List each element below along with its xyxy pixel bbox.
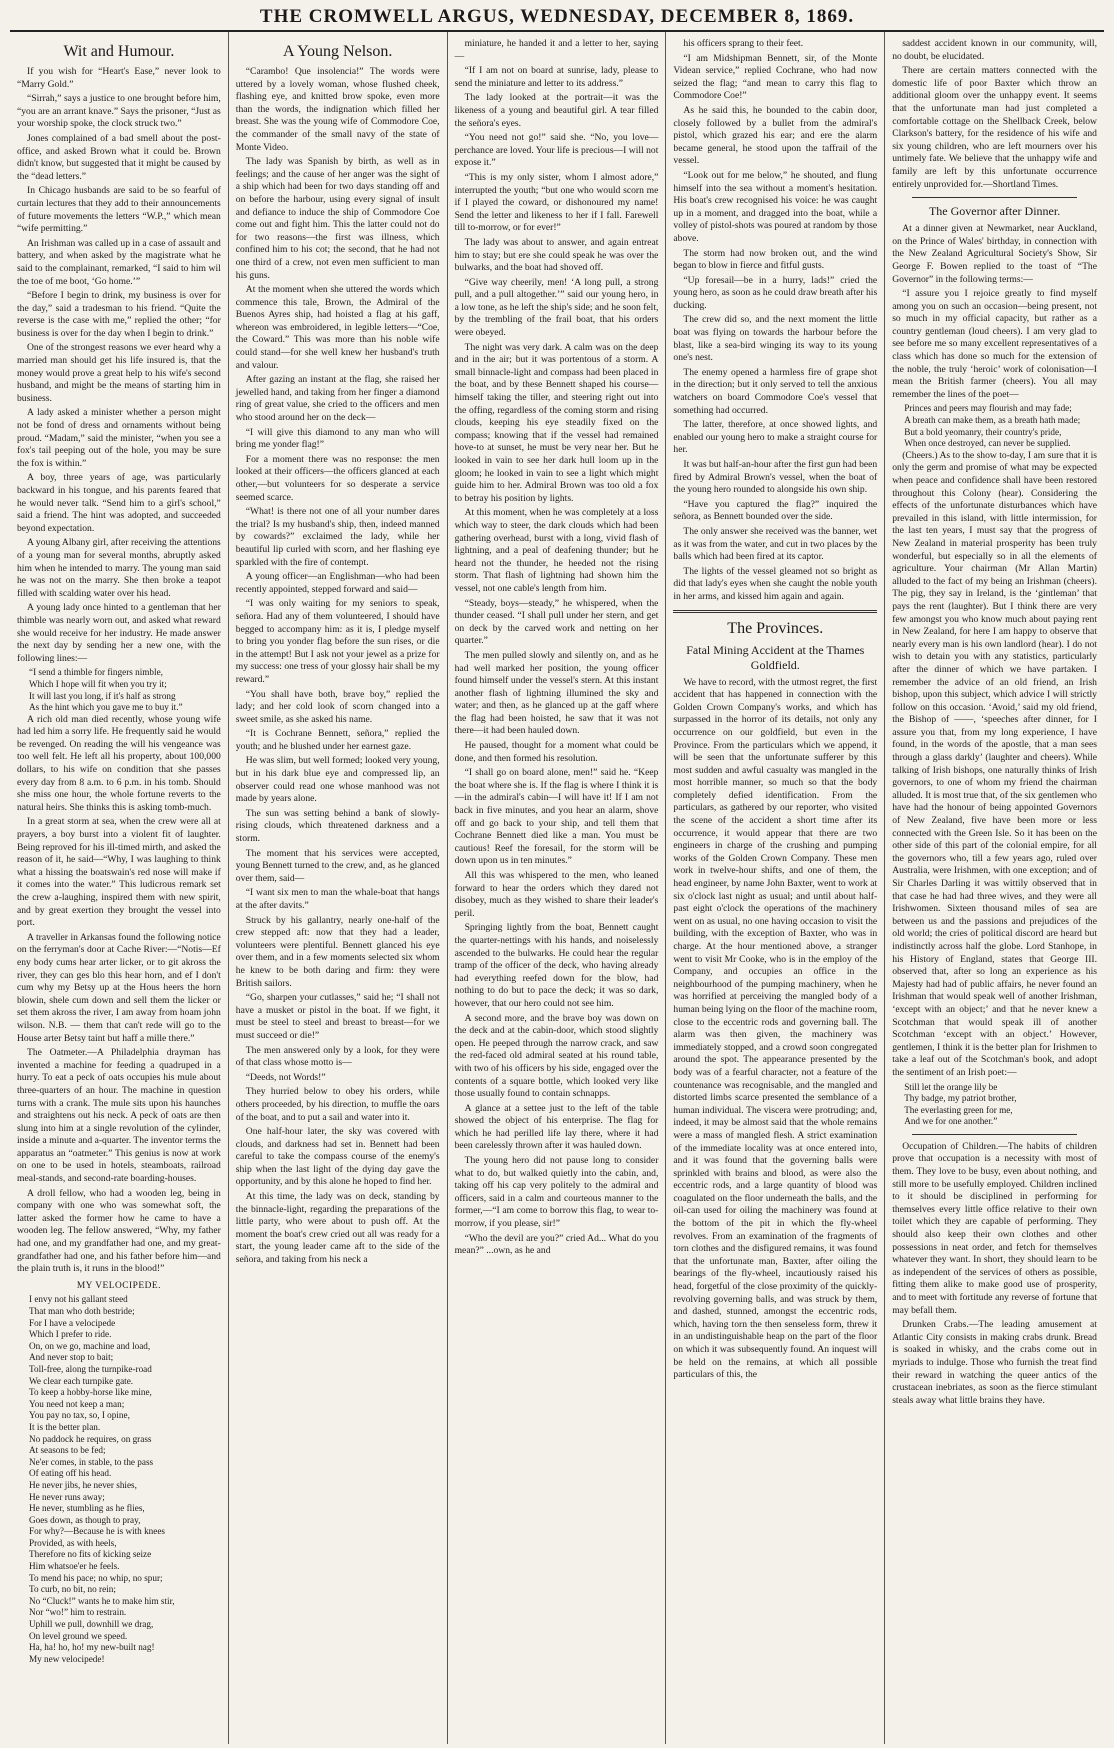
paragraph: “I shall go on board alone, men!” said he. “Keep the boat where she is. If the flag is where I think it is—in the admiral's cabin—I will have it! If I am not back in five minutes, and you hear an alarm, shove off and go back to your ship, and tell them that Cochrane Bennett died like a man. You must be cautious! Reef the foresail, for the storm will be down upon us in ten minutes.” xyxy=(454,767,659,867)
paragraph: A second more, and the brave boy was down on the deck and at the cabin-door, which stood slightly open. He peeped through the narrow crack, and saw the red-faced old admiral seated at his round table, with two of his officers by his side, engaged over the contents of a square bottle, which looked very like those usually found to contain schnapps. xyxy=(454,1012,659,1100)
paragraph: We have to record, with the utmost regret, the first accident that has happened in connection with the Golden Crown Company's works, and which has surpassed in the horror of its details, not only any occurrence on our goldfield, but even in the Province. From the particulars which we append, it will be seen that the unfortunate sufferer by this most sudden and awful casualty was mangled in the most horrible manner, so much so that the body completely defied identification. From the particulars, as gathered by our reporter, who visited the scene of the accident a short time after its occurrence, it would appear that there are two engineers in charge of the crushing and pumping works of the Golden Crown Company. These men work in twelve-hour shifts, and one of them, the head engineer, by name John Baxter, went to work at six o'clock last night as usual; and until about half-past eight o'clock the operations of the machinery went on as usual, no one having occasion to visit the building, with the exception of Baxter, who was in charge. At the hour mentioned above, a stranger went to visit Mr Cooke, who is in the employ of the Company, and occupies an office in the neighbourhood of the pumping machinery, when he was horrified at perceiving the mangled body of a human being lying on the floor of the machine room, close to the eccentric rods and governing ball. The alarm was then given, the machinery was immediately stopped, and a crowd soon congregated around the spot. The appearance presented by the body was of a fearful character, not a feature of the countenance was recognisable, and the mangled and distorted limbs scarce presented the semblance of a human individual. The viscera were protruding; and, indeed, it may be almost said that the whole remains were a mass of mangled flesh. A strict examination of the immediate locality was at once entered into, and it was found that the governing balls were sprinkled with brains and blood, as were also the eccentric rods, and a large quantity of blood was coagulated on the floor underneath the balls, and the oil-can used for oiling the machinery was found at the bottom of the pit in which the fly-wheel revolves. From an examination of the fragments of torn clothes and the disfigured remains, it was found that the unfortunate man, Baxter, after oiling the bearings of the fly-wheel, incautiously raised his head, forgetful of the close proximity of the quickly-revolving governing balls, and was struck by them, and dashed, stunned, amongst the eccentric rods, which, having torn the then senseless form, threw it in an undistinguishable heap on the part of the floor on which it was subsequently found. An inquest will be held on the remains, at which all possible particulars of this, the xyxy=(673,676,878,1381)
paragraph: Struck by his gallantry, nearly one-half of the crew stepped aft: now that they had a leader, volunteers were plentiful. Bennett glanced his eye over them, and in a few moments selected six whom he knew to be both daring and firm: they were British sailors. xyxy=(235,914,440,989)
paragraph: The lights of the vessel gleamed not so bright as did that lady's eyes when she caught the noble youth in her arms, and kissed him again and again. xyxy=(673,565,878,602)
poem-line: Still let the orange lily be xyxy=(904,1081,998,1092)
poem-line: I envy not his gallant steed xyxy=(29,1294,128,1305)
occupation-of-children: Occupation of Children.—The habits of children prove that occupation is a necessity with most of them. They love to be busy, even about nothing, and still more to be usefully employed. Children inclined to it should be disciplined in performing for themselves every little office relative to their own toilet which they are capable of performing. They should also keep their own clothes and other possessions in neat order, and fetch for themselves whatever they want. In short, they should learn to be as independent of the services of others as possible, fitting them alike to make good use of prosperity, and to meet with fortitude any reverse of fortune that may befall them. xyxy=(892,1140,1097,1316)
orange-lily-poem xyxy=(892,1082,1097,1128)
paragraph: “What! is there not one of all your number dares the trial? Is my husband's ship, then, indeed manned by cowards?” exclaimed the lady, while her beautiful lip curled with scorn, and her flashing eye sparkled with the fire of contempt. xyxy=(235,506,440,568)
paragraph: The storm had now broken out, and the wind began to blow in fierce and fitful gusts. xyxy=(673,247,878,272)
poem-line: No paddock he requires, on grass xyxy=(29,1433,152,1444)
paragraph: “Go, sharpen your cutlasses,” said he; “I shall not have a musket or pistol in the boat. If we fight, it must be steel to steel and breast to breast—for we must succeed or die!” xyxy=(235,992,440,1041)
poem-line: On level ground we speed. xyxy=(29,1630,128,1641)
paragraph: miniature, he handed it and a letter to her, saying— xyxy=(454,38,659,62)
paragraph: A lady asked a minister whether a person might not be fond of dress and ornaments without being proud. “Madam,” said the minister, “when you see a fox's tail peeping out of the hole, you may be sure the fox is within.” xyxy=(17,407,221,469)
paragraph: In a great storm at sea, when the crew were all at prayers, a boy burst into a violent fit of laughter. Being reproved for his ill-timed mirth, and asked the reason of it, he said—“Why, I was laughing to think what a hissing the boatswain's red nose will make if it comes into the water.” This ludicrous remark set the crew a-laughing, inspired them with new spirit, and by great exertion they brought the vessel into port. xyxy=(17,816,221,929)
provinces-title: The Provinces. xyxy=(727,619,824,637)
poem-line: He never jibs, he never shies, xyxy=(29,1479,137,1490)
paragraph: They hurried below to obey his orders, while others proceeded, by his direction, to muffle the oars of the boat, and to put a sail and water into it. xyxy=(235,1086,440,1123)
paragraph: The sun was setting behind a bank of slowly-rising clouds, which threatened darkness and a storm. xyxy=(235,807,440,845)
paragraph: “Steady, boys—steady,” he whispered, when the thunder ceased. “I shall pull under her stern, and get on deck by the carved work and netting on her quarter.” xyxy=(454,597,659,647)
paragraph: The latter, therefore, at once showed lights, and enabled our young hero to make a straight course for her. xyxy=(673,419,878,456)
poem-line: Princes and peers may flourish and may fade; xyxy=(904,403,1072,414)
poem-line: It will last you long, if it's half as strong xyxy=(29,690,176,701)
paragraph: “You shall have both, brave boy,” replied the lady; and her cold look of scorn changed into a sweet smile, as she asked his name. xyxy=(235,688,440,725)
nelson-title: A Young Nelson. xyxy=(283,43,393,60)
governor-article xyxy=(892,223,1097,401)
paragraph: As he said this, he bounded to the cabin door, closely followed by a bullet from the admiral's pistol, which grazed his ear; and ere the alarm became general, he stood upon the taffrail of the vessel. xyxy=(673,104,878,167)
paragraph: If you wish for “Heart's Ease,” never look to “Marry Gold.” xyxy=(17,66,221,90)
governor-poem xyxy=(892,403,1097,449)
poem-line: To mend his pace; no whip, no spur; xyxy=(29,1572,163,1583)
paragraph: A glance at a settee just to the left of the table showed the object of his enterprise. The flag for which he had perilled life lay there, where it had been carelessly thrown after it was hauled down. xyxy=(454,1102,659,1152)
paragraph: “Sirrah,” says a justice to one brought before him, “you are an arrant knave.” Says the prisoner, “Just as your worship spoke, the clock struck two.” xyxy=(17,93,221,130)
nelson-part-2 xyxy=(455,38,659,1258)
column-3 xyxy=(448,32,667,1744)
provinces-article xyxy=(673,677,877,1382)
paragraph: At this time, the lady was on deck, standing by the binnacle-light, regarding the preparations of the little party, who were about to push off. At the moment the boat's crew cried out all was ready for a start, the young leader came aft to the side of the señora, and taking from his neck a xyxy=(235,1191,440,1266)
paragraph: The crew did so, and the next moment the little boat was flying on towards the harbour before the blast, like a sea-bird winging its way to its young one's nest. xyxy=(673,314,878,364)
paragraph: The Oatmeter.—A Philadelphia drayman has invented a machine for feeding a quadruped in a hurry. To eat a peck of oats occupies his mule about three-quarters of an hour. The machine in question turns with a crank. The mule sits upon his haunches and straightens out his neck. A peck of oats are then slung into him at a single revolution of the cylinder, inside a minute and a-quarter. The inventor terms the apparatus an “oatmeter.” This genius is now at work on one to be used in hotels, steamboats, railroad meal-stands, and second-rate boarding-houses. xyxy=(17,1047,221,1185)
paragraph: “Who the devil are you?” cried Ad... What do you mean?” ...own, as he and xyxy=(454,1232,659,1257)
paragraph: It was but half-an-hour after the first gun had been fired by Admiral Brown's vessel, when the boat of the young hero rounded to alongside his own ship. xyxy=(673,459,878,496)
paragraph: At a dinner given at Newmarket, near Auckland, on the Prince of Wales' birthday, in connection with the New Zealand Agricultural Society's Show, Sir George F. Bowen replied to the toast of “The Governor” in the following terms:— xyxy=(892,223,1097,285)
poem-line: When once destroyed, can never be supplied. xyxy=(904,438,1071,449)
paragraph: For a moment there was no response: the men looked at their officers—the officers glanced at each other,—but volunteers for so desperate a service seemed scarce. xyxy=(235,453,440,503)
poem-line: Ne'er comes, in stable, to the pass xyxy=(29,1456,154,1467)
paragraph: The men answered only by a look, for they were of that class whose motto is— xyxy=(235,1044,440,1069)
paragraph: The men pulled slowly and silently on, and as he had well marked her position, the young officer found himself under the vessel's stern. At this instant another flash of lightning illumined the sky and water; and then, as he glanced up at the gaff where the flag had been hoisted, he saw that it was not there—it had been hauled down. xyxy=(454,649,659,737)
poem-line: Goes down, as though to pray, xyxy=(29,1514,141,1525)
paragraph: At the moment when she uttered the words which commence this tale, Brown, the Admiral of the Buenos Ayres ship, had hoisted a flag at his gaff, whereon was embroidered, in legible letters—“Coe, the Coward.” This was more than his noble wife could stand—for she well knew her husband's truth and valour. xyxy=(235,284,440,371)
paragraph: At this moment, when he was completely at a loss which way to steer, the dark clouds which had been gathering overhead, burst with a long, vivid flash of lightning, and a peal of deafening thunder; but he heard not the thunder, he heeded not the rising storm. That flash of lightning had shown him the vessel, not one cable's length from him. xyxy=(454,507,659,594)
poem-line: And never stop to bait; xyxy=(29,1352,114,1363)
masthead: THE CROMWELL ARGUS, WEDNESDAY, DECEMBER 8, 1869. xyxy=(10,4,1104,32)
paragraph: “Have you captured the flag?” inquired the señora, as Bennett bounded over the side. xyxy=(673,498,878,523)
poem-line: At seasons to be fed; xyxy=(29,1445,106,1456)
columns xyxy=(10,32,1104,1744)
paragraph: The only answer she received was the banner, wet as it was from the water, and cut in two places by the balls which had been fired at its captor. xyxy=(673,525,878,563)
poem-line: And we for one another.” xyxy=(904,1116,998,1127)
poem-line: But a bold yeomanry, their country's pride, xyxy=(904,426,1062,437)
paragraph: “You need not go!” said she. “No, you love—perchance are loved. Your life is precious—I will not expose it.” xyxy=(454,132,659,169)
paragraph: “I will give this diamond to any man who will bring me yonder flag!” xyxy=(235,426,440,451)
paragraph: The enemy opened a harmless fire of grape shot in the direction; but it only served to tell the anxious watchers on board Commodore Coe's vessel that something had occurred. xyxy=(673,366,878,416)
poem-line: He never, stumbling as he flies, xyxy=(29,1503,145,1514)
poem-line: To keep a hobby-horse like mine, xyxy=(29,1387,152,1398)
poem-line: We clear each turnpike gate. xyxy=(29,1375,134,1386)
divider-2 xyxy=(912,1134,1077,1135)
poem-line: A breath can make them, as a breath hath made; xyxy=(904,415,1081,426)
paragraph: A young officer—an Englishman—who had been recently appointed, stepped forward and said— xyxy=(235,571,440,595)
velocipede-title: MY VELOCIPEDE. xyxy=(76,1280,161,1291)
poem-line: On, on we go, machine and load, xyxy=(29,1340,151,1351)
paragraph: The lady was Spanish by birth, as well as in feelings; and the cause of her anger was the sight of a ship which had been for two days standing off and on before the harbour, using every signal of insult and defiance to induce the ship of Commodore Coe come out and fight him. This the latter could not do for two reasons—the first was illness, which confined him to his cot; the second, that he had not one third of a crew, not even men sufficient to man his guns. xyxy=(235,156,440,281)
poem-line: For I have a velocipede xyxy=(29,1317,116,1328)
wit-title: Wit and Humour. xyxy=(63,43,175,60)
paragraph: “I am Midshipman Bennett, sir, of the Monte Videan service,” replied Cochrane, who had now seized the flag; “and mean to carry this flag to Commodore Coe!” xyxy=(673,52,878,102)
paragraph: A traveller in Arkansas found the following notice on the ferryman's door at Cache River:—“Notis—Ef eny body cums hear arter licker, or to git akross the river, they can ges blo this hear horn, and ef I don't cum why my Betsy up at the Hous heers the horn blowin, shele cum down and sell them the licker or set them akross the river, I am away from hoam john wilson. N.B. — them that can't rede will go to the House arter Betsy taint but haff a mille there.” xyxy=(17,931,221,1044)
paragraph: The young hero did not pause long to consider what to do, but walked quietly into the cabin, and, taking off his cap very politely to the admiral and officers, said in a calm and courteous manner to the former,—“I am come to borrow this flag, to wear to-morrow, if you please, sir!” xyxy=(454,1155,659,1230)
poem-line: Therefore no fits of kicking seize xyxy=(29,1549,152,1560)
nelson-part-1 xyxy=(236,66,440,1267)
poem-line: The everlasting green for me, xyxy=(904,1104,1013,1115)
paragraph: “Carambo! Que insolencia!” The words were uttered by a lovely woman, whose flushed cheek, flashing eye, and knitted brow spoke, even more than the words, the indignation which filled her breast. She was the young wife of Commodore Coe, the commander of the small navy of the state of Monte Video. xyxy=(235,66,440,153)
poem-line: To curb, no bit, no rein; xyxy=(29,1584,116,1595)
column-4 xyxy=(666,32,885,1744)
wit-paragraphs-2 xyxy=(17,714,221,1276)
paragraph: The night was very dark. A calm was on the deep and in the air; but it was portentous of a storm. A small binnacle-light and compass had been placed in the boat, and by these Bennett shaped his course—himself taking the tiller, and steering right out into the offing, regardless of the coming storm and rising clouds, keeping his eye steadily fixed on the compass; knowing that if the vessel had remained hove-to at sunset, he must be very near her. But he looked in vain to see her dark hull loom up in the gloom; he looked in vain to see a light which might guide him to her. Admiral Brown was too old a fox to betray his position by lights. xyxy=(454,341,659,504)
paragraph: The lady looked at the portrait—it was the likeness of a young and beautiful girl. A tear filled the señora's eyes. xyxy=(454,92,659,129)
poem-line: Uphill we pull, downhill we drag, xyxy=(29,1619,154,1630)
paragraph: After gazing an instant at the flag, she raised her jewelled hand, and taking from her finger a diamond ring of great value, she cried to the officers and men who stood around her on the deck— xyxy=(235,374,440,424)
poem-line: Thy badge, my patriot brother, xyxy=(904,1093,1017,1104)
paragraph: One half-hour later, the sky was covered with clouds, and darkness had set in. Bennett had been careful to take the compass course of the enemy's ship when the last light of the dying day gave the opportunity, and by this alone he hoped to find her. xyxy=(235,1126,440,1188)
drunken-crabs: Drunken Crabs.—The leading amusement at Atlantic City consists in making crabs drunk. Bread is soaked in whisky, and the crabs come out in myriads to indulge. Those who furnish the treat find their reward in watching the queer antics of the crustacean inebriates, as soon as the fierce stimulant steals away what little brains they have. xyxy=(892,1319,1097,1406)
paragraph: “I was only waiting for my seniors to speak, señora. Had any of them volunteered, I should have begged to accompany him: as it is, I pledge myself to bring you yonder flag before the sun rises, or die in the attempt! But I ask not your jewel as a prize for my success: one tress of your glossy hair shall be my reward.” xyxy=(235,598,440,685)
divider xyxy=(912,197,1077,198)
paragraph: In Chicago husbands are said to be so fearful of curtain lectures that they add to their announcements of future movements the letters “W.P.,” which mean “wife permitting.” xyxy=(17,185,221,235)
poem-line: No “Cluck!” wants he to make him stir, xyxy=(29,1595,175,1606)
section-divider xyxy=(673,610,877,613)
column-1 xyxy=(10,32,229,1744)
poem-line: For why?—Because he is with knees xyxy=(29,1526,165,1537)
paragraph: “Give way cheerily, men! ‘A long pull, a strong pull, and a pull altogether.’” said our young hero, in a low tone, as he left the ship's side; and he soon felt, by the trembling of the frail boat, that his orders were obeyed. xyxy=(454,276,659,339)
poem-line: It is the better plan. xyxy=(29,1421,101,1432)
paragraph: his officers sprang to their feet. xyxy=(683,38,804,49)
paragraph: A rich old man died recently, whose young wife had led him a sorry life. He frequently said he would be revenged. On reading the will his vengeance was too well felt. He left all his property, about 100,000 dollars, to his wife on condition that she passes every day from 8 a.m. to 6 p.m. in his tomb. Should she miss one hour, the whole fortune reverts to the natural heirs. She thinks this is asking tomb-much. xyxy=(17,713,221,813)
paragraph: The lady was about to answer, and again entreat him to stay; but ere she could speak he was over the bulwarks, and the boat had shoved off. xyxy=(454,236,659,274)
paragraph: A boy, three years of age, was particularly backward in his tongue, and his parents feared that he would never talk. “Send him to a girl's school,” said a friend. The hint was adopted, and succeeded beyond expectation. xyxy=(17,472,221,534)
poem-line: That man who doth bestride; xyxy=(29,1306,135,1316)
paragraph: A young Albany girl, after receiving the attentions of a young man for several months, abruptly asked him when he intended to marry. The young man said he was not on the marry. She then broke a teapot filled with scalding water over his head. xyxy=(17,537,221,599)
paragraph: All this was whispered to the men, who leaned forward to hear the orders which they dared not disobey, much as they wished to share their leader's peril. xyxy=(454,870,659,919)
poem-line: He never runs away; xyxy=(29,1491,105,1502)
paragraph: The moment that his services were accepted, young Bennett turned to the crew, and, as he glanced over them, said— xyxy=(235,847,440,884)
poem-line: As the hint which you gave me to buy it.” xyxy=(29,702,183,713)
paragraph: Springing lightly from the boat, Bennett caught the quarter-nettings with his hands, and noiselessly ascended to the bulwarks. He could hear the regular tramp of the officer of the deck, who having already had everything reefed down for the blow, had nothing to do but to pace the deck; it was so dark, however, that our hero could not see him. xyxy=(454,922,659,1009)
poem-line: My new velocipede! xyxy=(29,1653,105,1664)
paragraph: A young lady once hinted to a gentleman that her thimble was nearly worn out, and asked what reward she would receive for her industry. He made answer the next day by sending her a new one, with the following lines:— xyxy=(17,602,221,664)
governor-article-2 xyxy=(892,450,1097,1080)
paragraph: There are certain matters connected with the domestic life of poor Baxter which throw an additional gloom over the unhappy event. It seems that the unfortunate man had just completed a comfortable cottage on the Shellback Creek, below Clarkson's battery, for the residence of his wife and six young children, who are left mourners over his untimely fate. We believe that the unhappy wife and family are left by this unfortunate occurrence entirely unprovided for.—Shortland Times. xyxy=(892,65,1097,190)
paragraph: “If I am not on board at sunrise, lady, please to send the miniature and letter to its address.” xyxy=(454,65,659,89)
poem-line: Provided, as with heels, xyxy=(29,1537,117,1548)
paragraph: “I assure you I rejoice greatly to find myself among you on such an occasion—being present, not so much in my official capacity, but rather as a country gentleman (loud cheers). I am very glad to see before me so many excellent representatives of a class which has done so much for the extension of the noble, the truly ‘heroic’ work of colonisation—I mean the British farmer (cheers). You all may remember the lines of the poet— xyxy=(892,288,1097,400)
paragraph: “This is my only sister, whom I almost adore,” interrupted the youth; “but one who would scorn me if I played the coward, or dishonoured my name! Send the letter and likeness to her if I fall. Farewell till to-morrow, or for ever!” xyxy=(454,171,659,234)
paragraph: “I want six men to man the whale-boat that hangs at the after davits.” xyxy=(235,887,440,911)
paragraph: He paused, thought for a moment what could be done, and then formed his resolution. xyxy=(454,740,659,764)
paragraph: One of the strongest reasons we ever heard why a married man should get his life insured is, that the money would prove a great help to his wife's second husband, and might be the means of starting him in business. xyxy=(17,342,221,404)
poem-line: Ha, ha! ho, ho! my new-built nag! xyxy=(29,1642,155,1653)
thimble-poem xyxy=(17,667,221,713)
paragraph: He was slim, but well formed; looked very young, but in his dark blue eye and compressed lip, an observer could read one whose manhood was not made by years alone. xyxy=(235,755,440,805)
paragraph: Jones complained of a bad smell about the post-office, and asked Brown what it could be. Brown didn't know, but suggested that it might be caused by the “dead letters.” xyxy=(17,132,221,182)
poem-line: Which I prefer to ride. xyxy=(29,1329,112,1340)
paragraph: “It is Cochrane Bennett, señora,” replied the youth; and he blushed under her earnest gaze. xyxy=(235,728,440,752)
poem-line: Which I hope will fit when you try it; xyxy=(29,678,167,689)
poem-line: Toll-free, along the turnpike-road xyxy=(29,1363,152,1374)
poem-line: You pay no tax, so, I opine, xyxy=(29,1410,130,1421)
poem-line: Of eating off his head. xyxy=(29,1468,112,1479)
nelson-part-3 xyxy=(673,38,877,604)
paragraph: (Cheers.) As to the show to-day, I am sure that it is only the germ and promise of what may be expected when peace and confidence shall have been restored throughout this Colony (hear). Considering the effects of the unfortunate disturbances which have prevailed in this island, with little intermission, for the last ten years, I must say that the progress of New Zealand in material prosperity has been truly wonderful, but especially so in all the elements of agriculture. Your chairman (Mr Allan Martin) alluded to the fact of my being an Irishman (cheers). The pig, they say in Ireland, is the ‘gintleman’ that pays the rent (laughter). But I think there are very few amongst you who know much about paying rent in New Zealand, for here I am happy to observe that nearly every man is his own landlord (hear). I do not wish to detain you with any statistics, particularly after the dinner of which we have partaken. I remember the advice of an old friend, an Irish bishop, upon this subject, which advice I will strictly follow on this occasion. ‘Avoid,’ said my old friend, the Bishop of ——, ‘speeches after dinner, for I assure you that, from my long experience, I have found, in the words of the apostle, that a man sees through a glass darkly’ (laughter and cheers). While talking of Irish bishops, one naturally thinks of Irish governors, to one of whom my friend the chairman alluded. It is most true that, of the six gentlemen who have had the honour of being appointed Governors of New Zealand, five have been more or less connected with the Green Isle. So it has been on the other side of this part of the colonial empire, for all the governors who, till a few years ago, ruled over Australia, were Irishmen, with one exception; and of Sir Charles Darling it was wittily observed that in that case he had had three wives, and they were all Irishwomen. Sixteen thousand miles of sea are between us and the passions and prejudices of the old world; the cries of political discord are heard but indistinctly across half the globe. Lord Stanhope, in his History of England, states that George III. observed that, after so long an experience as his Majesty had had of public affairs, he never found an Irishman that would speak well of another Irishman, ‘except with an object;’ and that he never knew a Scotchman that would speak ill of another Scotchman ‘except with an object.’ However, gentlemen, I think it is the better plan for Irishmen to take a leaf out of the Scotchman's book, and adopt the sentiment of an Irish poet:— xyxy=(892,449,1097,1078)
accident-continuation xyxy=(892,38,1097,191)
paragraph: An Irishman was called up in a case of assault and battery, and when asked by the magistrate what he said to the complainant, remarked, “I said to him wil the toe of me boot, ‘Go home.’” xyxy=(17,237,221,287)
paragraph: A droll fellow, who had a wooden leg, being in company with one who was somewhat soft, the latter asked the former how he came to have a wooden leg. The fellow answered, “Why, my father had one, and my grandfather had one, and my great-grandfather had one, and his father before him—and the plain truth is, it runs in the blood!” xyxy=(17,1187,221,1275)
poem-line: Nor “wo!” him to restrain. xyxy=(29,1607,127,1618)
column-2 xyxy=(229,32,448,1744)
poem-line: Him whatsoe'er he feels. xyxy=(29,1561,120,1572)
velocipede-poem xyxy=(17,1294,221,1665)
wit-paragraphs xyxy=(17,66,221,665)
poem-line: “I send a thimble for fingers nimble, xyxy=(29,667,163,678)
paragraph: “Look out for me below,” he shouted, and flung himself into the sea without a moment's hesitation. His boat's crew recognised his voice: he was caught up in a moment, and dragged into the boat, while a volley of pistol-shots was poured at random by those above. xyxy=(673,169,878,244)
column-5 xyxy=(885,32,1104,1744)
paragraph: saddest accident known in our community, will, no doubt, be elucidated. xyxy=(892,38,1097,62)
paragraph: “Before I begin to drink, my business is over for the day,” said a tradesman to his friend. “Quite the reverse is the case with me,” replied the other; “for business is over for the day when I begin to drink.” xyxy=(17,290,221,339)
governor-title: The Governor after Dinner. xyxy=(928,204,1061,219)
provinces-subtitle: Fatal Mining Accident at the Thames Goldfield. xyxy=(686,642,865,672)
paragraph: “Deeds, not Words!” xyxy=(245,1071,326,1083)
paragraph: “Up foresail—be in a hurry, lads!” cried the young hero, as soon as he could draw breath after his ducking. xyxy=(673,274,878,311)
poem-line: You need not keep a man; xyxy=(29,1398,125,1409)
